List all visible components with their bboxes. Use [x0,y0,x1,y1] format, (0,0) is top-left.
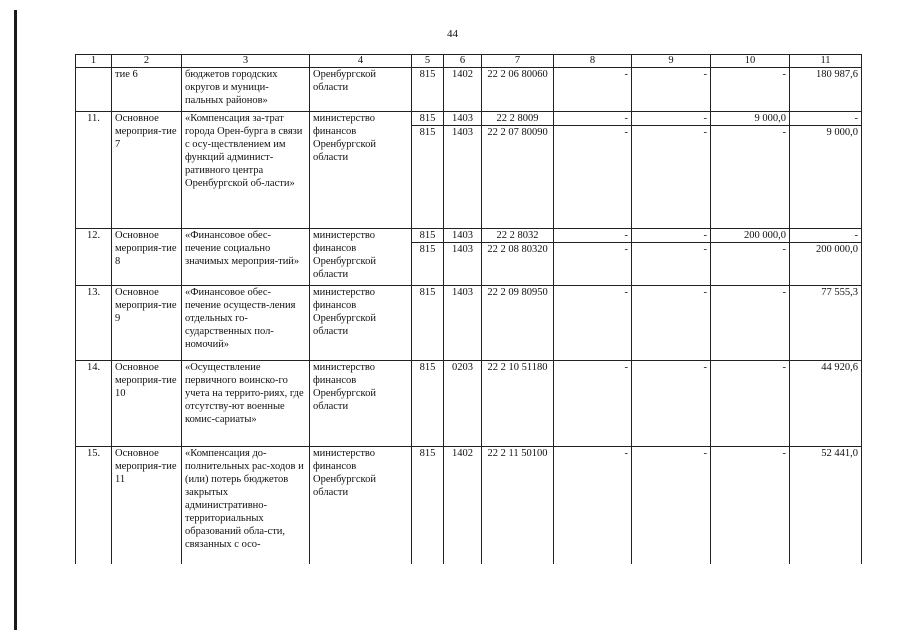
cell-col-5 [412,361,444,447]
cell-value: 22 2 8032 [482,229,553,243]
cell-value: 44 920,6 [821,362,858,373]
cell-value: - [624,448,628,459]
executor: министерство финансов Оренбургской области [310,447,412,564]
cell-value: 52 441,0 [821,448,858,459]
budget-table [75,54,862,564]
cell-col-10 [711,112,790,229]
cell-col-5 [412,112,444,229]
cell-value: - [624,244,628,255]
cell-col-11 [790,68,862,112]
cell-col-7 [482,361,554,447]
cell-value: - [782,69,786,80]
cell-col-10 [711,229,790,286]
table-row [76,286,862,361]
cell-value: 815 [419,127,436,138]
cell-value: - [554,112,631,126]
cell-value: 180 987,6 [816,69,858,80]
row-number: 11. [76,112,112,229]
cell-value: 815 [412,229,443,243]
scan-edge-bar [14,10,17,630]
cell-col-5 [412,229,444,286]
cell-value: - [703,69,707,80]
cell-col-9 [632,286,711,361]
cell-value: - [703,244,707,255]
event-name: Основное мероприя-тие 7 [112,112,182,229]
cell-col-7 [482,68,554,112]
cell-col-9 [632,447,711,564]
cell-value: 77 555,3 [821,287,858,298]
column-header-2: 2 [112,55,182,68]
cell-col-8 [554,361,632,447]
cell-value: - [703,287,707,298]
cell-value: 22 2 11 50100 [487,448,548,459]
cell-col-7 [482,447,554,564]
cell-value: 22 2 8009 [482,112,553,126]
event-description: бюджетов городских округов и муници-пальных районов» [182,68,310,112]
cell-col-5 [412,286,444,361]
cell-value: 22 2 10 51180 [487,362,548,373]
row-number: 15. [76,447,112,564]
cell-col-6 [444,361,482,447]
cell-value: - [782,127,786,138]
cell-col-6 [444,229,482,286]
cell-col-8 [554,447,632,564]
event-name: тие 6 [112,68,182,112]
cell-value: 815 [419,362,436,373]
cell-value: 22 2 07 80090 [487,127,548,138]
column-header-6: 6 [444,55,482,68]
event-description: «Финансовое обес-печение социально значимых мероприя-тий» [182,229,310,286]
cell-value: - [703,362,707,373]
column-header-11: 11 [790,55,862,68]
event-description: «Компенсация за-трат города Орен-бурга в связи с осу-ществлением им функций админист-ративного центра Оренбургской об-ласти» [182,112,310,229]
cell-value: 9 000,0 [711,112,789,126]
event-name: Основное мероприя-тие 10 [112,361,182,447]
page-number: 44 [447,28,458,40]
cell-col-9 [632,112,711,229]
cell-col-9 [632,361,711,447]
cell-value: 200 000,0 [816,244,858,255]
row-number: 14. [76,361,112,447]
cell-value: 1403 [452,287,473,298]
cell-value: 200 000,0 [711,229,789,243]
cell-col-5 [412,68,444,112]
cell-value: 815 [419,244,436,255]
cell-value: - [624,362,628,373]
cell-col-6 [444,112,482,229]
cell-value: - [782,362,786,373]
cell-col-8 [554,229,632,286]
cell-col-11 [790,229,862,286]
cell-value: - [632,112,710,126]
executor: министерство финансов Оренбургской области [310,112,412,229]
column-header-1: 1 [76,55,112,68]
row-number: 12. [76,229,112,286]
cell-value: 9 000,0 [826,127,858,138]
cell-value: - [790,112,861,126]
cell-col-6 [444,447,482,564]
cell-col-11 [790,112,862,229]
event-name: Основное мероприя-тие 9 [112,286,182,361]
cell-value: - [703,127,707,138]
cell-value: - [554,229,631,243]
cell-value: 815 [412,112,443,126]
cell-col-7 [482,112,554,229]
table-row [76,112,862,229]
table-row [76,229,862,286]
cell-value: 1402 [452,448,473,459]
event-description: «Финансовое обес-печение осуществ-ления отдельных го-сударственных пол-номочий» [182,286,310,361]
row-number: 13. [76,286,112,361]
column-header-5: 5 [412,55,444,68]
executor: Оренбургской области [310,68,412,112]
cell-col-6 [444,286,482,361]
column-header-10: 10 [711,55,790,68]
column-header-9: 9 [632,55,711,68]
column-header-7: 7 [482,55,554,68]
table-row [76,447,862,564]
event-description: «Осуществление первичного воинско-го учета на террито-риях, где отсутству-ют военные комис-сариаты» [182,361,310,447]
cell-value: 0203 [452,362,473,373]
cell-value: - [624,127,628,138]
cell-col-10 [711,68,790,112]
column-header-4: 4 [310,55,412,68]
cell-value: - [632,229,710,243]
cell-col-11 [790,286,862,361]
cell-value: - [703,448,707,459]
cell-value: 1403 [444,112,481,126]
event-description: «Компенсация до-полнительных рас-ходов и (или) потерь бюджетов закрытых административно-территориальных образований обла-сти, связанных с осо- [182,447,310,564]
table-row [76,68,862,112]
column-header-8: 8 [554,55,632,68]
cell-col-8 [554,112,632,229]
event-name: Основное мероприя-тие 8 [112,229,182,286]
cell-col-10 [711,286,790,361]
cell-col-8 [554,286,632,361]
cell-col-9 [632,229,711,286]
cell-value: 22 2 08 80320 [487,244,548,255]
executor: министерство финансов Оренбургской области [310,229,412,286]
cell-value: - [782,448,786,459]
cell-value: 815 [419,448,436,459]
executor: министерство финансов Оренбургской области [310,361,412,447]
header-row [76,55,862,68]
cell-col-11 [790,361,862,447]
cell-col-6 [444,68,482,112]
cell-value: - [782,287,786,298]
cell-col-9 [632,68,711,112]
cell-col-8 [554,68,632,112]
cell-value: - [790,229,861,243]
cell-value: 1402 [452,69,473,80]
cell-value: 1403 [452,127,473,138]
cell-value: - [624,287,628,298]
row-number [76,68,112,112]
cell-value: 1403 [452,244,473,255]
cell-col-11 [790,447,862,564]
column-header-3: 3 [182,55,310,68]
cell-value: 815 [419,69,436,80]
cell-value: 1403 [444,229,481,243]
cell-value: 22 2 09 80950 [487,287,548,298]
cell-value: 22 2 06 80060 [487,69,548,80]
cell-col-7 [482,229,554,286]
event-name: Основное мероприя-тие 11 [112,447,182,564]
table-row [76,361,862,447]
cell-value: - [624,69,628,80]
cell-col-5 [412,447,444,564]
cell-col-10 [711,361,790,447]
cell-col-10 [711,447,790,564]
cell-value: 815 [419,287,436,298]
cell-value: - [782,244,786,255]
executor: министерство финансов Оренбургской области [310,286,412,361]
cell-col-7 [482,286,554,361]
